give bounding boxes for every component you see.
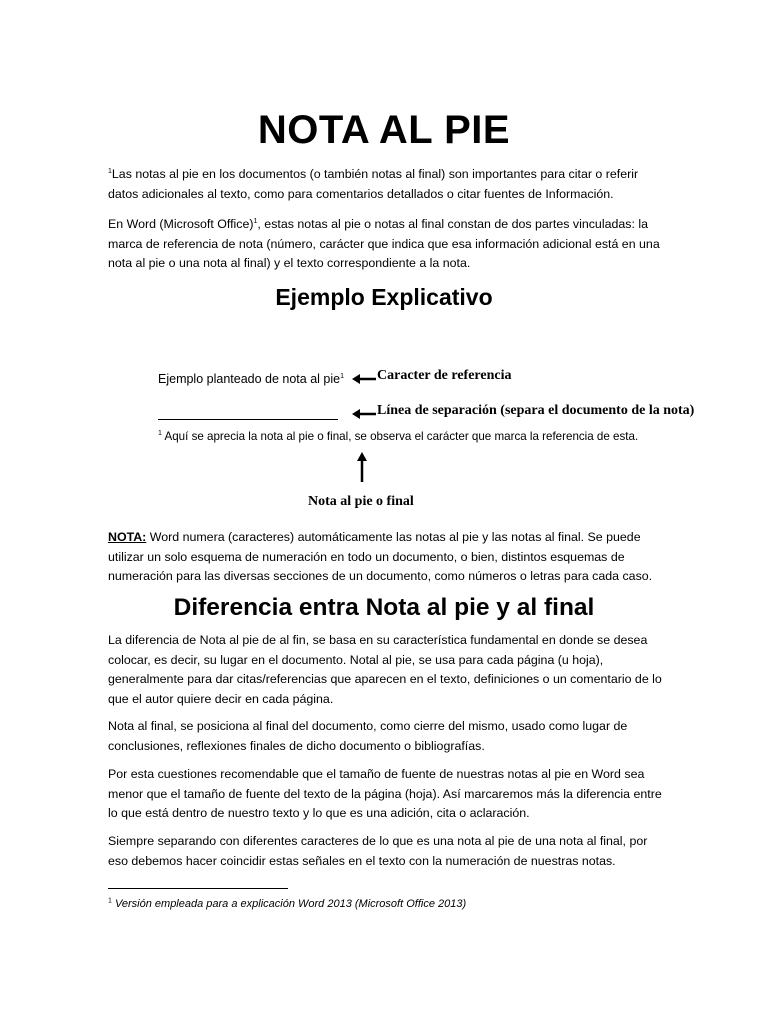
arrow-left-icon [352, 408, 376, 420]
nota-paragraph [108, 528, 668, 587]
word-paragraph [108, 215, 668, 274]
page-footnote-marker: 1 [108, 897, 112, 905]
body-paragraph: Por esta cuestiones recomendable que el tamaño de fuente de nuestras notas al pie en Word sea menor que el tamaño de fuente del texto de la página (hoja). Así marcaremos más la diferencia entre lo que está dentro de nuestro texto y lo que es una adición, cita o aclaración. [108, 767, 662, 820]
intro-footnote-marker: 1 [108, 167, 112, 175]
word-text-before: En Word (Microsoft Office) [108, 217, 254, 231]
example-footnote-text: Aquí se aprecia la nota al pie o final, se observa el carácter que marca la referencia de esta. [164, 430, 639, 443]
page-footnote [108, 898, 466, 910]
body-paragraph: Siempre separando con diferentes caracteres de lo que es una nota al pie de una nota al final, por eso debemos hacer coincidir estas señales en el texto con la numeración de nuestras notas. [108, 834, 648, 868]
label-footnote: Nota al pie o final [308, 494, 414, 509]
example-footnote-marker: 1 [158, 430, 162, 438]
label-reference-character: Caracter de referencia [377, 368, 512, 383]
footnote-separator [108, 888, 288, 889]
body-paragraph: Nota al final, se posiciona al final del documento, como cierre del mismo, usado como lugar de conclusiones, reflexiones finales de dicho documento o bibliografías. [108, 719, 628, 753]
nota-label: NOTA: [108, 530, 147, 544]
separator-line-sample [158, 419, 338, 420]
word-text-after: , estas notas al pie o notas al final constan de dos partes vinculadas: la marca de referencia de nota (número, carácter que indica que esa información adicional está en una nota al pie o una nota al final) y el texto correspondiente a la nota. [108, 217, 660, 270]
intro-paragraph [108, 165, 668, 204]
nota-text: Word numera (caracteres) automáticamente las notas al pie y las notas al final. Se puede utilizar un solo esquema de numeración en todo un documento, o bien, distintos esquemas de numeración para las diversas secciones de un documento, como números o letras para cada caso. [108, 530, 653, 583]
page-footnote-text: Versión empleada para a explicación Word 2013 (Microsoft Office 2013) [114, 898, 467, 910]
arrow-left-icon [352, 373, 376, 385]
heading-example: Ejemplo Explicativo [275, 284, 493, 310]
page-title: NOTA AL PIE [257, 108, 511, 152]
word-footnote-marker: 1 [253, 217, 258, 225]
intro-text: Las notas al pie en los documentos (o también notas al final) son importantes para citar o referir datos adicionales al texto, como para comentarios detallados o citar fuentes de Información. [108, 167, 639, 201]
body-paragraph: La diferencia de Nota al pie de al fin, se basa en su característica fundamental en donde se desea colocar, es decir, su lugar en el documento. Notal al pie, se usa para cada página (u hoja), generalmente para dar citas/referencias que aparecen en el texto, definiciones o un comentario de lo que el autor quiere decir en cada página. [108, 633, 662, 706]
example-sentence-text: Ejemplo planteado de nota al pie [158, 372, 341, 386]
arrow-up-icon [356, 452, 368, 482]
example-sentence [158, 372, 344, 386]
heading-difference: Diferencia entra Nota al pie y al final [173, 594, 595, 621]
label-separator-line: Línea de separación (separa el documento de la nota) [377, 403, 695, 418]
example-sentence-marker: 1 [340, 372, 344, 380]
example-footnote [158, 430, 638, 443]
